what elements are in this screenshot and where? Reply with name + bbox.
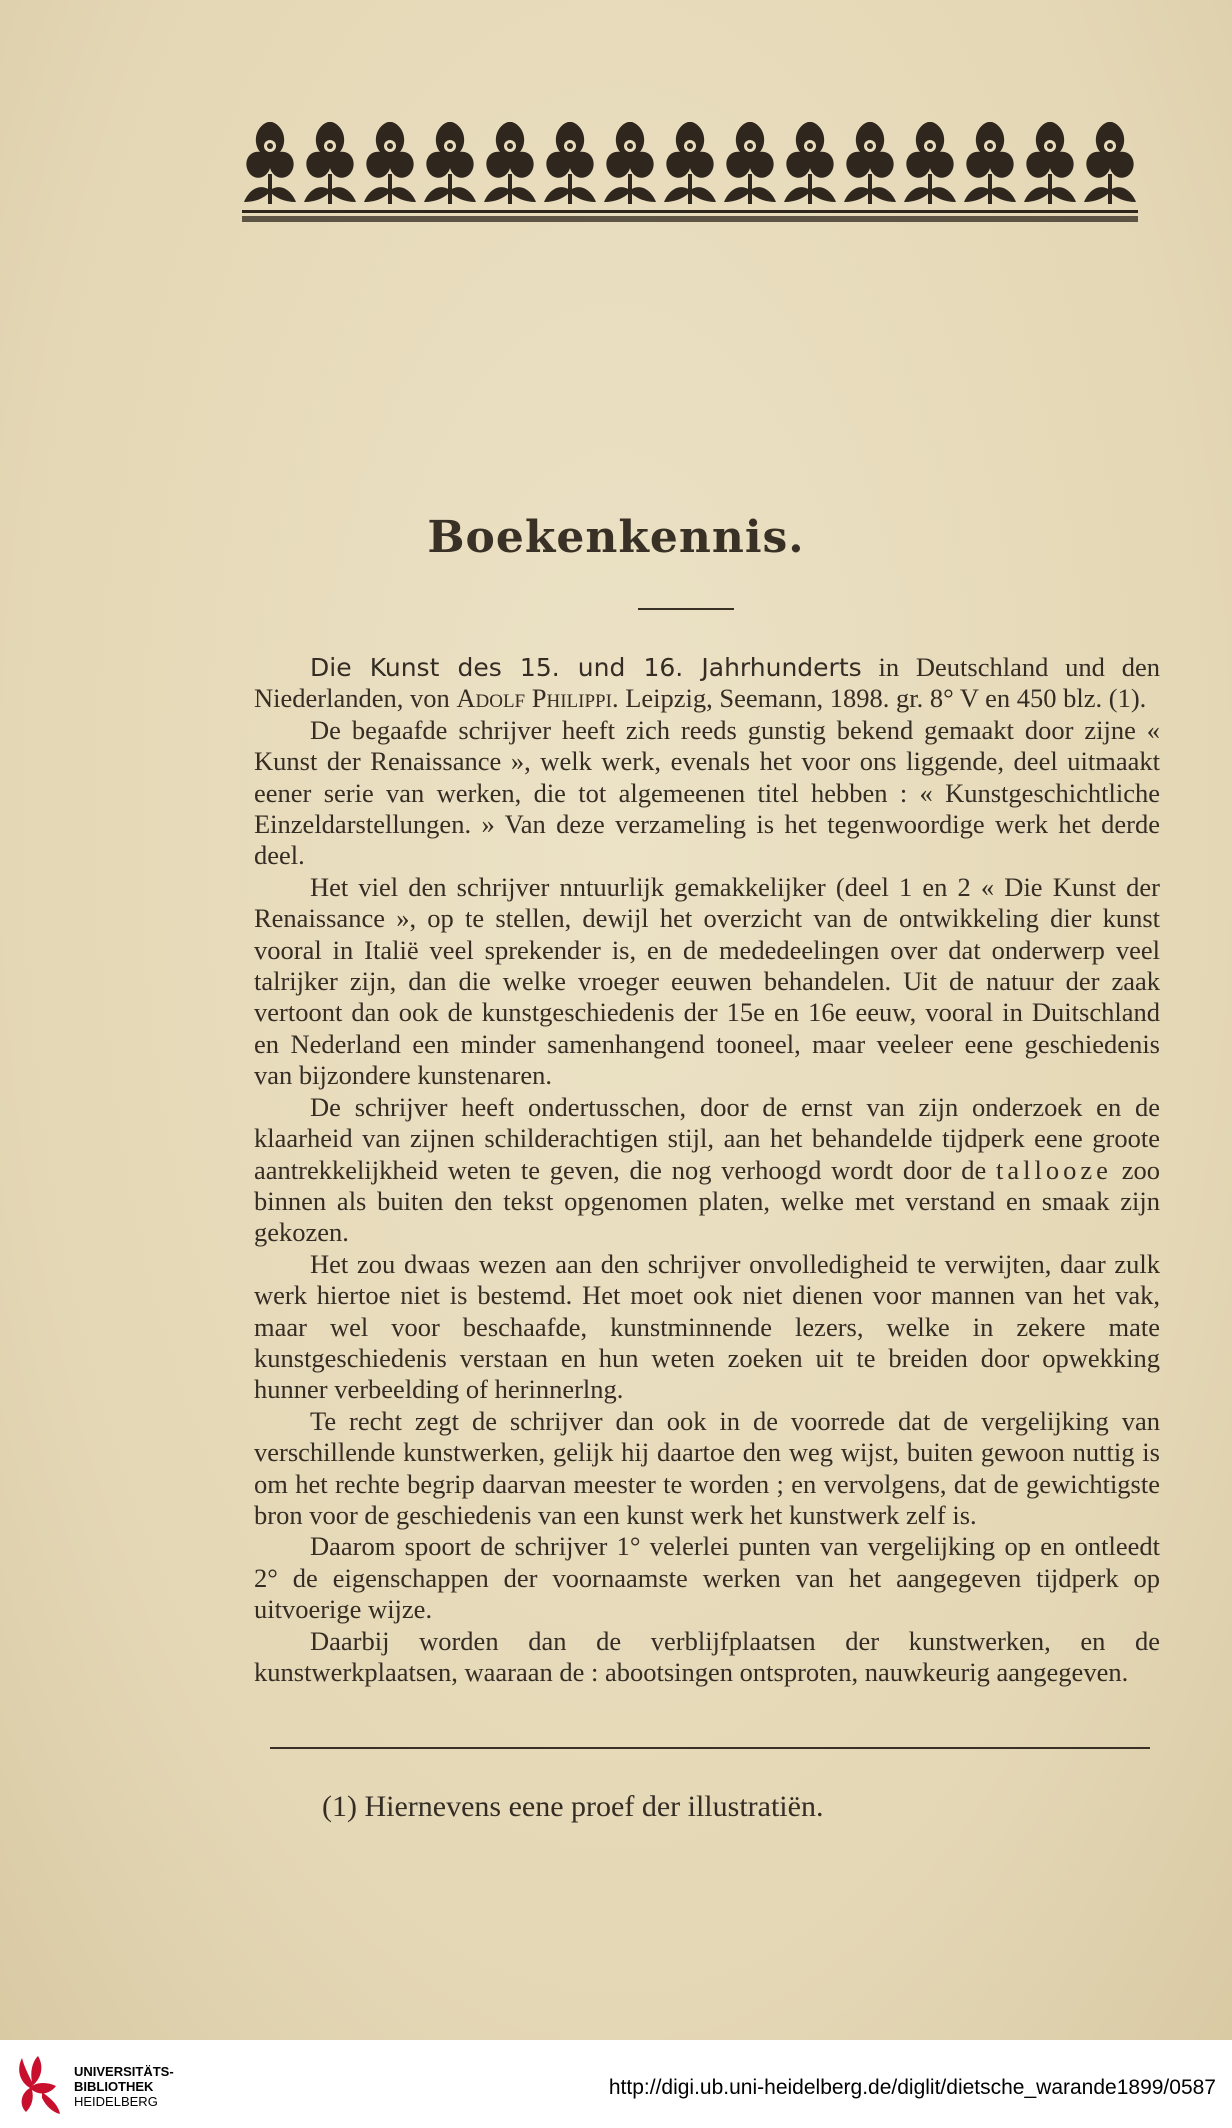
paragraph-7: Daarom spoort de schrijver 1° velerlei punten van vergelijking op en ontleedt 2° de eigenschappen der voornaamste werken van het aangegeven tijdperk op uitvoerige wijze. [254, 1531, 1160, 1625]
paragraph-3: Het viel den schrijver nntuurlijk gemakkelijker (deel 1 en 2 « Die Kunst der Renaissance », op te stellen, dewijl het overzicht van de ontwikkeling dier kunst vooral in Italië veel sprekender is, en de mededeelingen over dat onderwerp veel talrijker zijn, dan die welke vroeger eeuwen behandelen. Uit de natuur der zaak vertoont dan ook de kunstgeschiedenis der 15e en 16e eeuw, vooral in Duitschland en Nederland een minder samenhangend tooneel, maar veeleer eene geschiedenis van bijzondere kunstenaren. [254, 871, 1160, 1091]
author-name: Adolf Philippi [456, 683, 612, 714]
footnote: (1) Hiernevens eene proef der illustratiën. [322, 1790, 824, 1823]
floral-ornament-header [238, 112, 1142, 224]
paragraph-5: Het zou dwaas wezen aan den schrijver onvolledigheid te verwijten, daar zulk werk hiertoe niet is bestemd. Het moet ook niet dienen voor mannen van het vak, maar wel voor beschaafde, kunstminnende lezers, welke in zekere mate kunstgeschiedenis verstaan en hun weten zoeken uit te breiden door opwekking hunner verbeelding of herinnerlng. [254, 1248, 1160, 1405]
library-name: UNIVERSITÄTS- BIBLIOTHEK HEIDELBERG [74, 2064, 174, 2109]
paragraph-4: De schrijver heeft ondertusschen, door de ernst van zijn onderzoek en de klaarheid van zijnen schilderachtigen stijl, aan het behandelde tijdperk eene groote aantrekkelijkheid weten te geven, die nog verhoogd wordt door de tallooze zoo binnen als buiten den tekst opgenomen platen, welke met verstand en smaak zijn gekozen. [254, 1091, 1161, 1248]
permalink-url[interactable]: http://digi.ub.uni-heidelberg.de/diglit/dietsche_warande1899/0587 [608, 2076, 1216, 2099]
section-heading: Boekenkennis. [427, 512, 805, 563]
article-body [254, 652, 1160, 1688]
heading-rule [638, 608, 734, 610]
university-library-logo-icon [12, 2052, 66, 2118]
footnote-rule [270, 1747, 1150, 1749]
paragraph-1: Die Kunst des 15. und 16. Jahrhunderts in Deutschland und den Niederlanden, von Adolf Philippi. Leipzig, Seemann, 1898. gr. 8° V en 450 blz. (1). [254, 652, 1160, 714]
book-title: Die Kunst des 15. und 16. Jahrhunderts [310, 653, 862, 682]
paragraph-6: Te recht zegt de schrijver dan ook in de voorrede dat de vergelijking van verschillende kunstwerken, gelijk hij daartoe den weg wijst, buiten gewoon nuttig is om het rechte begrip daarvan meester te worden ; en vervolgens, dat de gewichtigste bron voor de geschiedenis van een kunst werk het kunstwerk zelf is. [254, 1405, 1160, 1530]
paragraph-8: Daarbij worden dan de verblijfplaatsen der kunstwerken, en de kunstwerkplaatsen, waaraan de : abootsingen ontsproten, nauwkeurig aangegeven. [254, 1625, 1160, 1687]
paragraph-2: De begaafde schrijver heeft zich reeds gunstig bekend gemaakt door zijne « Kunst der Renaissance », welk werk, evenals het voor ons liggende, deel uitmaakt eener serie van werken, die tot algemeenen titel hebben : « Kunstgeschichtliche Einzeldarstellungen. » Van deze verzameling is het tegenwoordige werk het derde deel. [254, 714, 1160, 871]
